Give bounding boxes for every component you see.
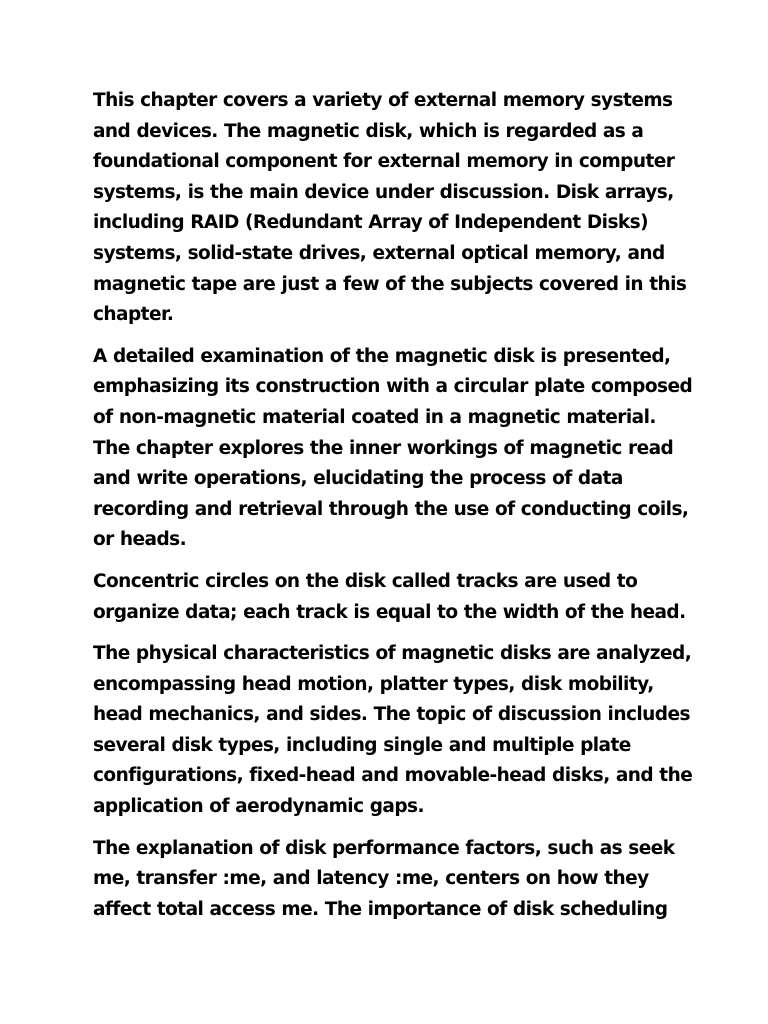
- document-body: [93, 86, 693, 936]
- text-line: organize data; each track is equal to the width of the head.: [93, 601, 686, 623]
- text-line: encompassing head motion, platter types, disk mobility,: [93, 673, 654, 695]
- text-line: A detailed examination of the magnetic disk is presented,: [93, 345, 671, 367]
- text-line: affect total access me. The importance of disk scheduling: [93, 898, 668, 920]
- text-line: application of aerodynamic gaps.: [93, 796, 424, 818]
- paragraph-intro: [93, 86, 687, 331]
- text-line: foundational component for external memory in computer: [93, 151, 675, 173]
- text-line: The explanation of disk performance factors, such as seek: [93, 837, 675, 859]
- paragraph-magnetic-disk: [93, 342, 693, 556]
- text-line: Concentric circles on the disk called tracks are used to: [93, 570, 638, 592]
- text-line: and devices. The magnetic disk, which is regarded as a: [93, 120, 644, 142]
- text-line: The physical characteristics of magnetic disks are analyzed,: [93, 643, 692, 665]
- text-line: The chapter explores the inner workings of magnetic read: [93, 437, 674, 459]
- text-line: or heads.: [93, 529, 187, 551]
- text-line: of non-magnetic material coated in a magnetic material.: [93, 406, 656, 428]
- text-line: emphasizing its construction with a circular plate composed: [93, 376, 693, 398]
- paragraph-physical-characteristics: [93, 639, 693, 823]
- text-line: systems, solid-state drives, external optical memory, and: [93, 242, 665, 264]
- text-line: This chapter covers a variety of external memory systems: [93, 90, 673, 111]
- text-line: including RAID (Redundant Array of Independent Disks): [93, 212, 649, 234]
- text-line: me, transfer :me, and latency :me, centers on how they: [93, 868, 649, 890]
- text-line: chapter.: [93, 304, 174, 326]
- text-line: and write operations, elucidating the process of data: [93, 468, 623, 490]
- text-line: magnetic tape are just a few of the subjects covered in this: [93, 273, 687, 295]
- text-line: configurations, fixed-head and movable-head disks, and the: [93, 765, 693, 787]
- paragraph-performance: [93, 834, 683, 926]
- paragraph-tracks: [93, 567, 686, 628]
- text-line: several disk types, including single and multiple plate: [93, 734, 631, 756]
- text-line: recording and retrieval through the use of conducting coils,: [93, 498, 689, 520]
- text-line: head mechanics, and sides. The topic of discussion includes: [93, 704, 690, 726]
- text-line: systems, is the main device under discussion. Disk arrays,: [93, 181, 674, 203]
